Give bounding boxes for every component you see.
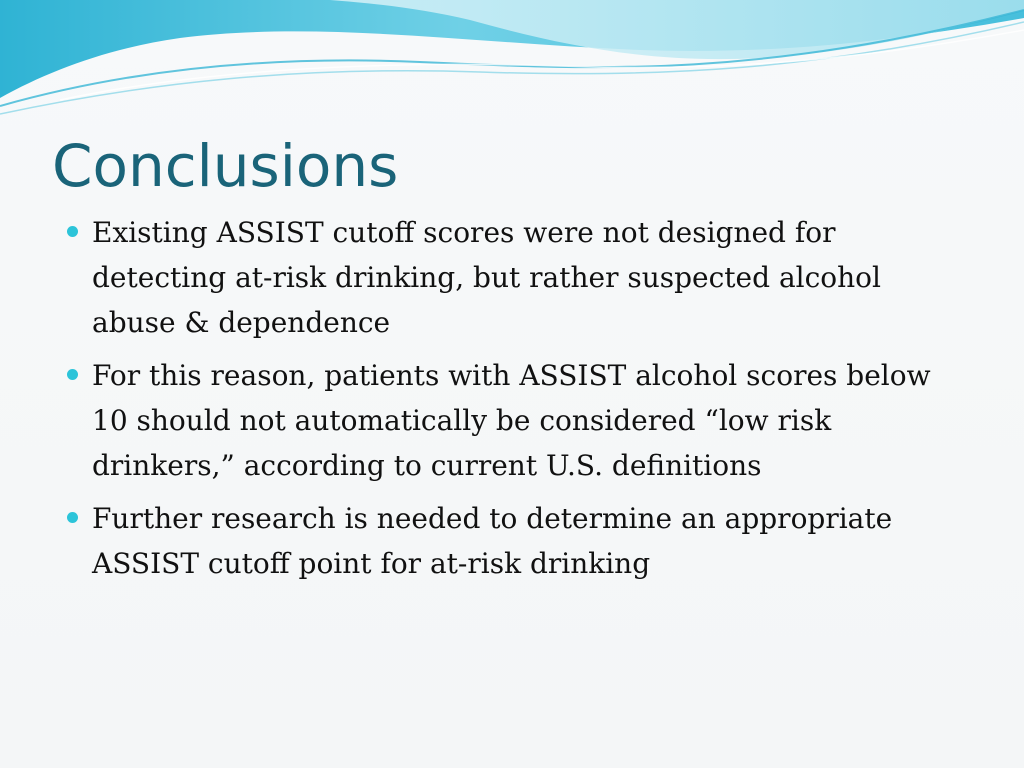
bullet-dot-icon [67,226,78,237]
bullet-text: Further research is needed to determine an appropriate ASSIST cutoff point for at-risk drinking [92,502,893,580]
bullet-item [62,353,962,488]
bullet-dot-icon [67,369,78,380]
bullet-list [62,210,962,594]
decorative-wave-header [0,0,1024,130]
bullet-item [62,496,962,586]
bullet-text: Existing ASSIST cutoff scores were not designed for detecting at-risk drinking, but rather suspected alcohol abuse & dependence [92,216,881,339]
bullet-text: For this reason, patients with ASSIST alcohol scores below 10 should not automatically be considered “low risk drinkers,” according to current U.S. definitions [92,359,931,482]
slide-title: Conclusions [52,132,399,200]
bullet-dot-icon [67,512,78,523]
bullet-item [62,210,962,345]
